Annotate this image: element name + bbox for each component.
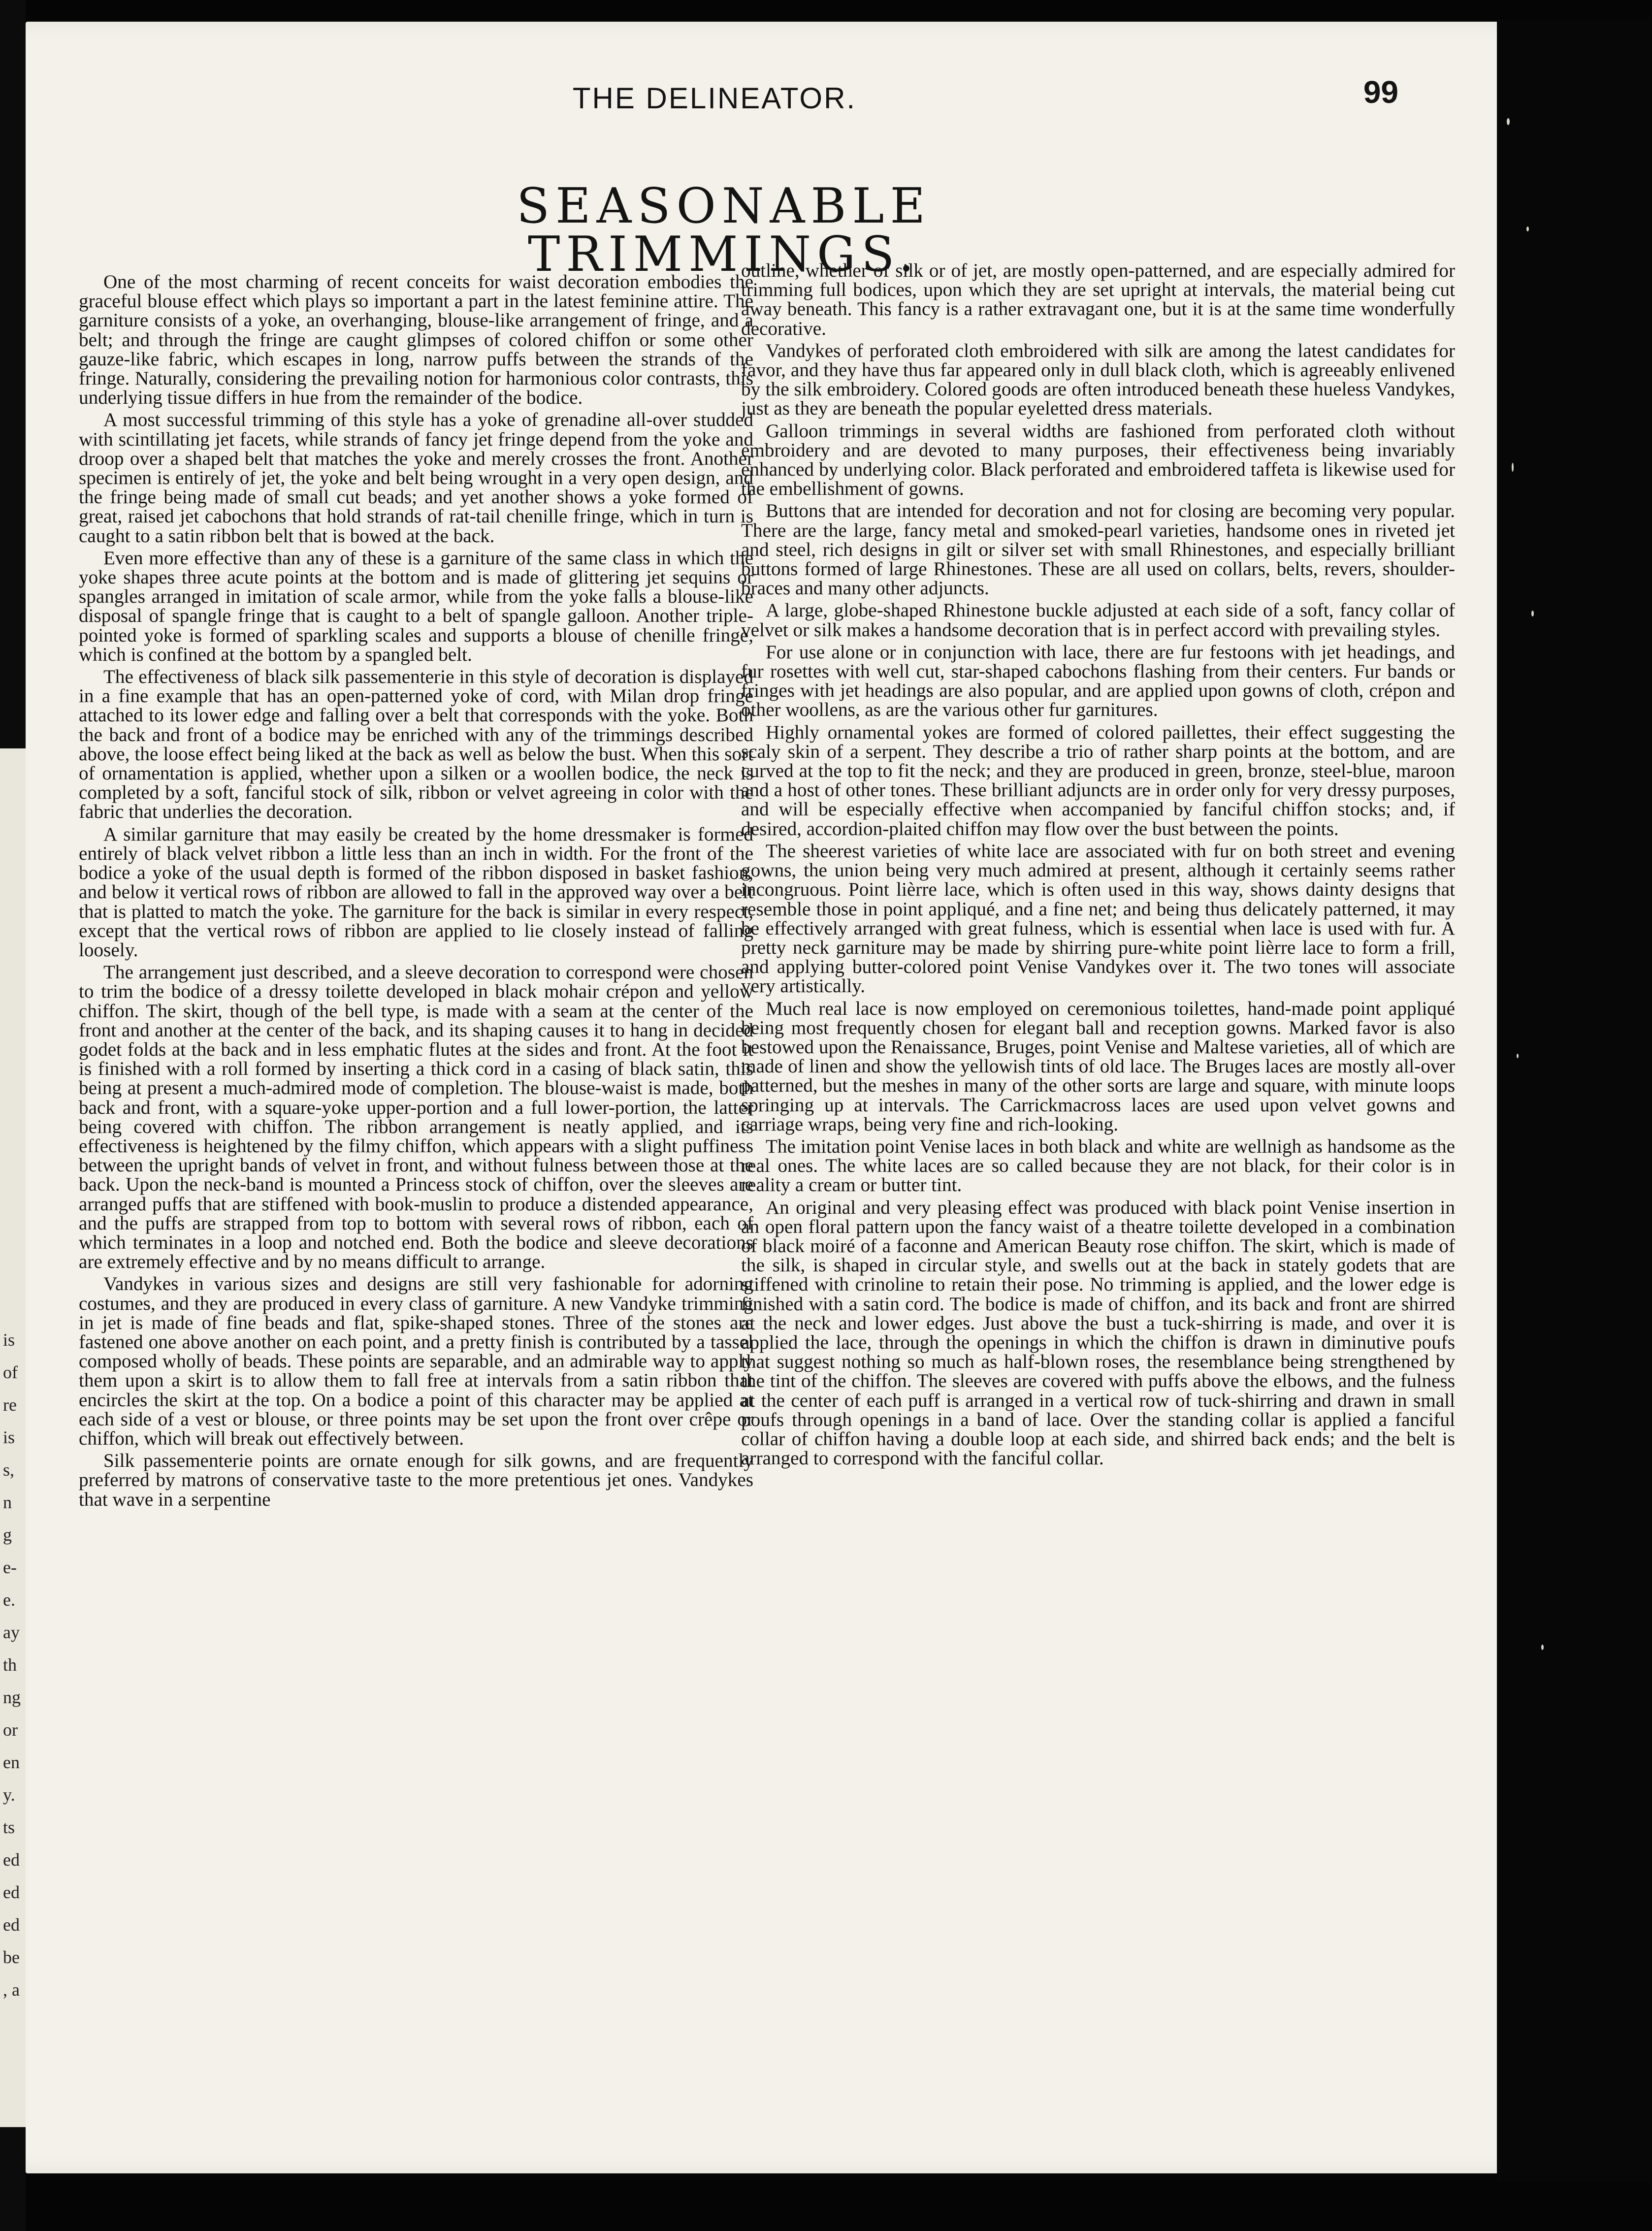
paragraph: The imitation point Venise laces in both black and white are wellnigh as handsome as the real ones. The white laces are so called because they are not black, for their color is in reality a cream or butter tint. [741, 1135, 1455, 1196]
paragraph: The arrangement just described, and a sleeve decoration to correspond were chosen to trim the bodice of a dressy toilette developed in black mohair crépon and yellow chiffon. The skirt, though of the bell type, is made with a seam at the center of the front and another at the center of the back, and its shaping causes it to hang in decided godet folds at the back and in less emphatic flutes at the sides and front. At the foot it is finished with a roll formed by inserting a thick cord in a casing of black satin, this being at present a much-admired mode of completion. The blouse-waist is made, both back and front, with a square-yoke upper-portion and a full lower-portion, the latter being covered with chiffon. The ribbon arrangement is neatly applied, and its effectiveness is heightened by the filmy chiffon, which appears with a slight puffiness between the upright bands of velvet in front, and without fulness between those at the back. Upon the neck-band is mounted a Princess stock of chiffon, over the sleeves are arranged puffs that are stiffened with book-muslin to produce a distended appearance, and the puffs are strapped from top to bottom with several rows of ribbon, each of which terminates in a loop and notched end. Both the bodice and sleeve decorations are extremely effective and by no means difficult to arrange. [79, 962, 753, 1273]
paragraph: Vandykes of perforated cloth embroidered with silk are among the latest candidates for favor, and they have thus far appeared only in dull black cloth, which is agreeably enlivened by the silk embroidery. Colored goods are often introduced beneath these hueless Vandykes, just as they are beneath the popular eyeletted dress materials. [741, 340, 1455, 420]
paragraph: A similar garniture that may easily be created by the home dressmaker is formed entirely of black velvet ribbon a little less than an inch in width. For the front of the bodice a yoke of the usual depth is formed of the ribbon disposed in basket fashion, and below it vertical rows of ribbon are allowed to fall in the approved way over a belt that is platted to match the yoke. The garniture for the back is similar in every respect, except that the vertical rows of ribbon are applied to lie closely instead of falling loosely. [79, 823, 753, 961]
text-column-right [741, 261, 1455, 2102]
facing-page-fragment: ed [3, 1882, 20, 1902]
paragraph: Much real lace is now employed on ceremonious toilettes, hand-made point appliqué being most frequently chosen for elegant ball and reception gowns. Marked favor is also bestowed upon the Renaissance, Bruges, point Venise and Maltese varieties, all of which are made of linen and show the yellowish tints of old lace. The Bruges laces are mostly all-over patterned, but the meshes in many of the other sorts are large and square, with minute loops springing up at intervals. The Carrickmacross laces are used upon velvet gowns and carriage wraps, being very fine and rich-looking. [741, 998, 1455, 1135]
facing-page-fragment: g [3, 1525, 12, 1545]
facing-page-fragment: be [3, 1947, 20, 1967]
facing-page-fragment: th [3, 1655, 17, 1675]
facing-page-fragment: ay [3, 1622, 20, 1642]
paragraph: The sheerest varieties of white lace are associated with fur on both street and evening gowns, the union being very much admired at present, although it certainly seems rather incongruous. Point lièrre lace, which is often used in this way, shows dainty designs that resemble those in point appliqué, and a fine net; and being thus delicately patterned, it may be effectively arranged with great fulness, which is essential when lace is used with fur. A pretty neck garniture may be made by shirring pure-white point lièrre lace to form a frill, and applying butter-colored point Venise Vandykes over it. The two tones will associate very artistically. [741, 840, 1455, 997]
facing-page-fragment: ed [3, 1915, 20, 1935]
scan-dark-border-right [1497, 20, 1650, 2181]
facing-page-fragment: of [3, 1362, 18, 1382]
facing-page-fragment: n [3, 1492, 12, 1512]
paragraph: One of the most charming of recent conceits for waist decoration embodies the graceful blouse effect which plays so important a part in the latest feminine attire. The garniture consists of a yoke, an overhanging, blouse-like arrangement of fringe, and a belt; and through the fringe are caught glimpses of colored chiffon or some other gauze-like fabric, which escapes in long, narrow puffs between the strands of the fringe. Naturally, considering the prevailing notion for harmonious color contrasts, this underlying tissue differs in hue from the remainder of the bodice. [79, 272, 753, 409]
paragraph: For use alone or in conjunction with lace, there are fur festoons with jet headings, and fur rosettes with well cut, star-shaped cabochons flashing from their centers. Fur bands or fringes with jet headings are also popular, and are applied upon gowns of cloth, crépon and other woollens, as are the various other fur garnitures. [741, 641, 1455, 721]
facing-page-fragment: or [3, 1720, 18, 1740]
paragraph: Galloon trimmings in several widths are fashioned from perforated cloth without embroidery and are devoted to many purposes, their effectiveness being invariably enhanced by underlying color. Black perforated and embroidered taffeta is likewise used for the embellishment of gowns. [741, 420, 1455, 500]
paragraph: Even more effective than any of these is a garniture of the same class in which the yoke shapes three acute points at the bottom and is made of glittering jet sequins or spangles arranged in imitation of scale armor, while from the yoke falls a blouse-like disposal of spangle fringe that is caught to a belt of spangle galloon. Another triple-pointed yoke is formed of sparkling scales and supports a blouse of chenille fringe, which is confined at the bottom by a spangled belt. [79, 547, 753, 665]
paragraph: Buttons that are intended for decoration and not for closing are becoming very popular. There are the large, fancy metal and smoked-pearl varieties, handsome ones in riveted jet and steel, rich designs in gilt or silver set with small Rhinestones, and especially brilliant buttons formed of large Rhinestones. These are all used on collars, belts, revers, shoulder-braces and many other adjuncts. [741, 500, 1455, 599]
running-head: THE DELINEATOR. [572, 82, 857, 115]
paragraph: Silk passementerie points are ornate enough for silk gowns, and are frequently preferred by matrons of conservative taste to the more pretentious jet ones. Vandykes that wave in a serpentine [79, 1450, 753, 1510]
paragraph: outline, whether of silk or of jet, are mostly open-patterned, and are especially admired for trimming full bodices, upon which they are set upright at intervals, the material being cut away beneath. This fancy is a rather extravagant one, but it is at the same time wonderfully decorative. [741, 261, 1455, 339]
text-column-left [79, 272, 753, 2114]
facing-page-fragment: en [3, 1752, 20, 1772]
paragraph: Highly ornamental yokes are formed of colored paillettes, their effect suggesting the scaly skin of a serpent. They describe a trio of rather sharp points at the bottom, and are curved at the top to fit the neck; and they are produced in green, bronze, steel-blue, maroon and a host of other tones. These brilliant adjuncts are in order only for very dressy purposes, and will be especially effective when accompanied by fanciful chiffon stocks; and, if desired, accordion-plaited chiffon may flow over the bust between the points. [741, 721, 1455, 840]
facing-page-fragment: e. [3, 1590, 15, 1610]
facing-page-fragment: is [3, 1330, 15, 1350]
facing-page-fragment: is [3, 1427, 15, 1447]
paragraph: A large, globe-shaped Rhinestone buckle adjusted at each side of a soft, fancy collar of velvet or silk makes a handsome decoration that is in perfect accord with prevailing styles. [741, 600, 1455, 641]
facing-page-fragment: ed [3, 1850, 20, 1870]
paragraph: An original and very pleasing effect was produced with black point Venise insertion in an open floral pattern upon the fancy waist of a theatre toilette developed in a combination of black moiré of a faconne and American Beauty rose chiffon. The skirt, which is made of the silk, is shaped in circular style, and swells out at the back in stately godets that are stiffened with crinoline to retain their pose. No trimming is applied, and the lower edge is finished with a satin cord. The bodice is made of chiffon, and its back and front are shirred at the neck and lower edges. Just above the bust a tuck-shirring is made, and over it is applied the lace, through the openings in which the chiffon is drawn in diminutive poufs that suggest nothing so much as half-blown roses, the resemblance being strengthened by the tint of the chiffon. The sleeves are covered with puffs above the elbows, and the fulness at the center of each puff is arranged in a vertical row of tuck-shirring and drawn in small poufs through openings in a band of lace. Over the standing collar is applied a fanciful collar of chiffon having a double loop at each side, and shirred back ends; and the belt is arranged to correspond with the fanciful collar. [741, 1196, 1455, 1469]
paragraph: Vandykes in various sizes and designs are still very fashionable for adorning costumes, and they are produced in every class of garniture. A new Vandyke trimming in jet is made of fine beads and flat, spike-shaped stones. Three of the stones are fastened one above another on each point, and a pretty finish is contributed by a tassel composed wholly of beads. These points are separable, and an admirable way to apply them upon a skirt is to allow them to fall free at intervals from a satin ribbon that encircles the skirt at the top. On a bodice a point of this character may be applied at each side of a vest or blouse, or three points may be set upon the front over crêpe or chiffon, which will break out effectively between. [79, 1273, 753, 1449]
facing-page-fragment: s, [3, 1460, 15, 1480]
facing-page-fragment: ts [3, 1817, 15, 1837]
facing-page-fragment: e- [3, 1557, 17, 1577]
page-number: 99 [1363, 74, 1398, 110]
facing-page-fragment: y. [3, 1785, 15, 1805]
facing-page-edge [0, 748, 26, 2127]
article-title: SEASONABLE TRIMMINGS. [516, 178, 932, 283]
paragraph: A most successful trimming of this style has a yoke of grenadine all-over studded with scintillating jet facets, while strands of fancy jet fringe depend from the yoke and droop over a shaped belt that matches the yoke and merely crosses the front. Another specimen is entirely of jet, the yoke and belt being wrought in a very open design, and the fringe being made of small cut beads; and yet another shows a yoke formed of great, raised jet cabochons that hold strands of rat-tail chenille fringe, which in turn is caught to a satin ribbon belt that is bowed at the back. [79, 409, 753, 547]
facing-page-fragment: re [3, 1395, 17, 1415]
facing-page-fragment: ng [3, 1687, 21, 1707]
paragraph: The effectiveness of black silk passementerie in this style of decoration is displayed in a fine example that has an open-patterned yoke of cord, with Milan drop fringe attached to its lower edge and falling over a belt that corresponds with the yoke. Both the back and front of a bodice may be enriched with any of the trimmings described above, the loose effect being liked at the back as well as below the bust. When this sort of ornamentation is applied, whether upon a silken or a woollen bodice, the neck is completed by a soft, fanciful stock of silk, ribbon or velvet agreeing in color with the fabric that underlies the decoration. [79, 666, 753, 823]
facing-page-fragment: , a [3, 1980, 20, 2000]
